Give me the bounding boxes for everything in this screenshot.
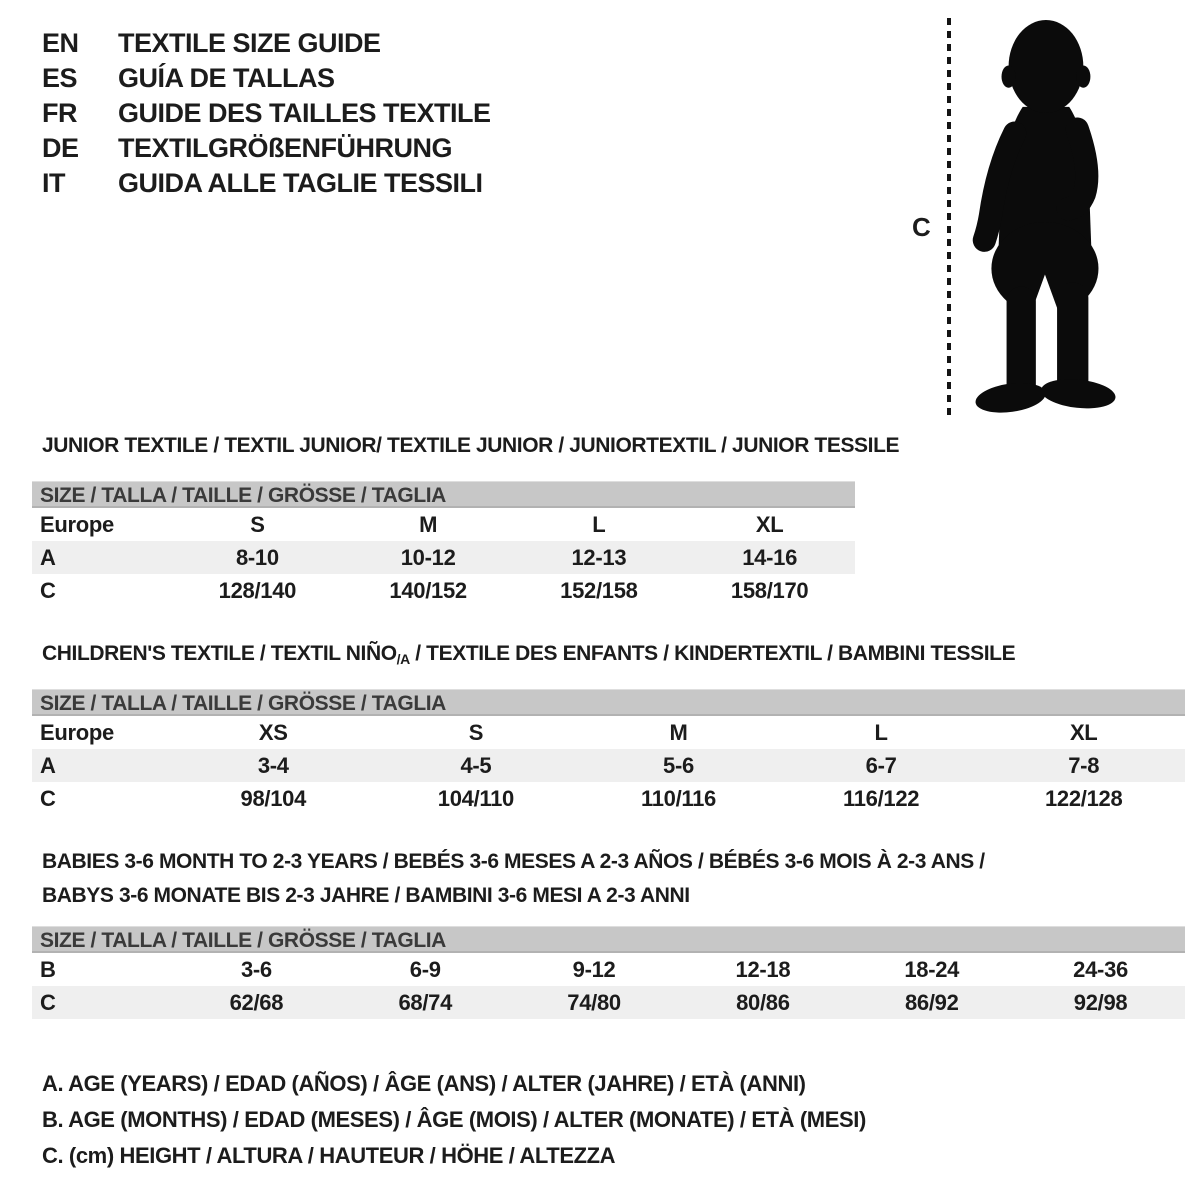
months-value: 18-24 xyxy=(904,956,960,982)
title-subscript: /A xyxy=(396,651,410,667)
lang-row-es xyxy=(42,61,491,96)
row-label: A xyxy=(40,752,56,778)
title-line-2: BABYS 3-6 MONATE BIS 2-3 JAHRE / BAMBINI 3-6 MESI A 2-3 ANNI xyxy=(42,884,690,907)
height-value: 74/80 xyxy=(567,989,621,1015)
lang-code: ES xyxy=(42,63,78,93)
table-row-europe xyxy=(32,716,1185,749)
row-label: C xyxy=(40,785,56,811)
height-value: 68/74 xyxy=(398,989,453,1015)
lang-code: IT xyxy=(42,168,65,198)
babies-section-title xyxy=(42,845,985,913)
table-row-age xyxy=(32,749,1185,782)
babies-size-table xyxy=(32,926,1185,1019)
months-value: 12-18 xyxy=(735,956,791,982)
height-value: 122/128 xyxy=(1044,785,1123,811)
row-label: Europe xyxy=(40,719,114,745)
size-value: S xyxy=(250,511,265,537)
lang-row-fr xyxy=(42,96,491,131)
legend-line-a: A. AGE (YEARS) / EDAD (AÑOS) / ÂGE (ANS) / ALTER (JAHRE) / ETÀ (ANNI) xyxy=(42,1071,806,1096)
table-row-age xyxy=(32,541,855,574)
height-value: 152/158 xyxy=(560,577,638,603)
height-value: 116/122 xyxy=(842,785,920,811)
months-value: 9-12 xyxy=(572,956,616,982)
row-label: Europe xyxy=(40,511,114,537)
title-line-1: BABIES 3-6 MONTH TO 2-3 YEARS / BEBÉS 3-6 MESES A 2-3 AÑOS / BÉBÉS 3-6 MOIS À 2-3 ANS / xyxy=(42,850,985,873)
table-row-height xyxy=(32,986,1185,1019)
height-value: 140/152 xyxy=(389,577,467,603)
lang-row-de xyxy=(42,131,491,166)
age-value: 6-7 xyxy=(865,752,897,778)
language-header xyxy=(42,26,491,201)
height-value: 98/104 xyxy=(240,785,307,811)
size-value: XL xyxy=(755,511,784,537)
lang-label: TEXTILE SIZE GUIDE xyxy=(118,28,381,58)
toddler-silhouette-icon xyxy=(963,16,1137,420)
lang-label: TEXTILGRÖßENFÜHRUNG xyxy=(118,133,452,163)
table-row-height xyxy=(32,782,1185,815)
size-value: L xyxy=(592,511,606,537)
age-value: 14-16 xyxy=(742,544,798,570)
legend-line-b: B. AGE (MONTHS) / EDAD (MESES) / ÂGE (MOIS) / ALTER (MONATE) / ETÀ (MESI) xyxy=(42,1107,866,1132)
height-value: 104/110 xyxy=(437,785,514,811)
size-value: M xyxy=(669,719,688,745)
legend-line-c: C. (cm) HEIGHT / ALTURA / HAUTEUR / HÖHE / ALTEZZA xyxy=(42,1143,616,1168)
age-value: 10-12 xyxy=(400,544,456,570)
height-measure-label: C xyxy=(912,212,931,242)
lang-label: GUIDA ALLE TAGLIE TESSILI xyxy=(118,168,483,198)
age-value: 12-13 xyxy=(571,544,627,570)
months-value: 6-9 xyxy=(409,956,441,982)
height-value: 128/140 xyxy=(218,577,297,603)
age-value: 8-10 xyxy=(235,544,279,570)
row-label: C xyxy=(40,989,56,1015)
size-bar: SIZE / TALLA / TAILLE / GRÖSSE / TAGLIA xyxy=(32,926,1185,953)
months-value: 24-36 xyxy=(1073,956,1128,982)
lang-row-it xyxy=(42,166,491,201)
height-value: 110/116 xyxy=(640,785,716,811)
table-row-months xyxy=(32,953,1185,986)
height-value: 86/92 xyxy=(904,989,959,1015)
lang-row-en xyxy=(42,26,491,61)
lang-code: FR xyxy=(42,98,77,128)
children-section-title xyxy=(42,642,1015,667)
lang-label: GUIDE DES TAILLES TEXTILE xyxy=(118,98,491,128)
row-label: B xyxy=(40,956,56,982)
row-label: C xyxy=(40,577,56,603)
age-value: 7-8 xyxy=(1068,752,1100,778)
lang-label: GUÍA DE TALLAS xyxy=(118,63,335,93)
legend xyxy=(42,1066,866,1174)
children-size-table xyxy=(32,689,1185,815)
title-text: / TEXTILE DES ENFANTS / KINDERTEXTIL / BAMBINI TESSILE xyxy=(409,642,1016,665)
table-row-height xyxy=(32,574,855,607)
size-value: XS xyxy=(258,719,288,745)
age-value: 3-4 xyxy=(257,752,289,778)
height-value: 62/68 xyxy=(229,989,284,1015)
size-value: XL xyxy=(1069,719,1098,745)
height-measure-line xyxy=(947,18,951,415)
lang-code: EN xyxy=(42,28,79,58)
size-value: S xyxy=(468,719,484,745)
height-value: 158/170 xyxy=(730,577,809,603)
size-bar: SIZE / TALLA / TAILLE / GRÖSSE / TAGLIA xyxy=(32,689,1185,716)
age-value: 5-6 xyxy=(663,752,694,778)
row-label: A xyxy=(40,544,56,570)
title-text: CHILDREN'S TEXTILE / TEXTIL NIÑO xyxy=(42,642,397,665)
junior-size-table xyxy=(32,481,855,607)
table-row-europe xyxy=(32,508,855,541)
age-value: 4-5 xyxy=(460,752,492,778)
size-value: M xyxy=(419,511,438,537)
size-bar: SIZE / TALLA / TAILLE / GRÖSSE / TAGLIA xyxy=(32,481,855,508)
months-value: 3-6 xyxy=(240,956,272,982)
height-value: 80/86 xyxy=(736,989,790,1015)
lang-code: DE xyxy=(42,133,79,163)
size-value: L xyxy=(874,719,888,745)
height-value: 92/98 xyxy=(1073,989,1128,1015)
junior-section-title: JUNIOR TEXTILE / TEXTIL JUNIOR/ TEXTILE JUNIOR / JUNIORTEXTIL / JUNIOR TESSILE xyxy=(42,434,900,457)
